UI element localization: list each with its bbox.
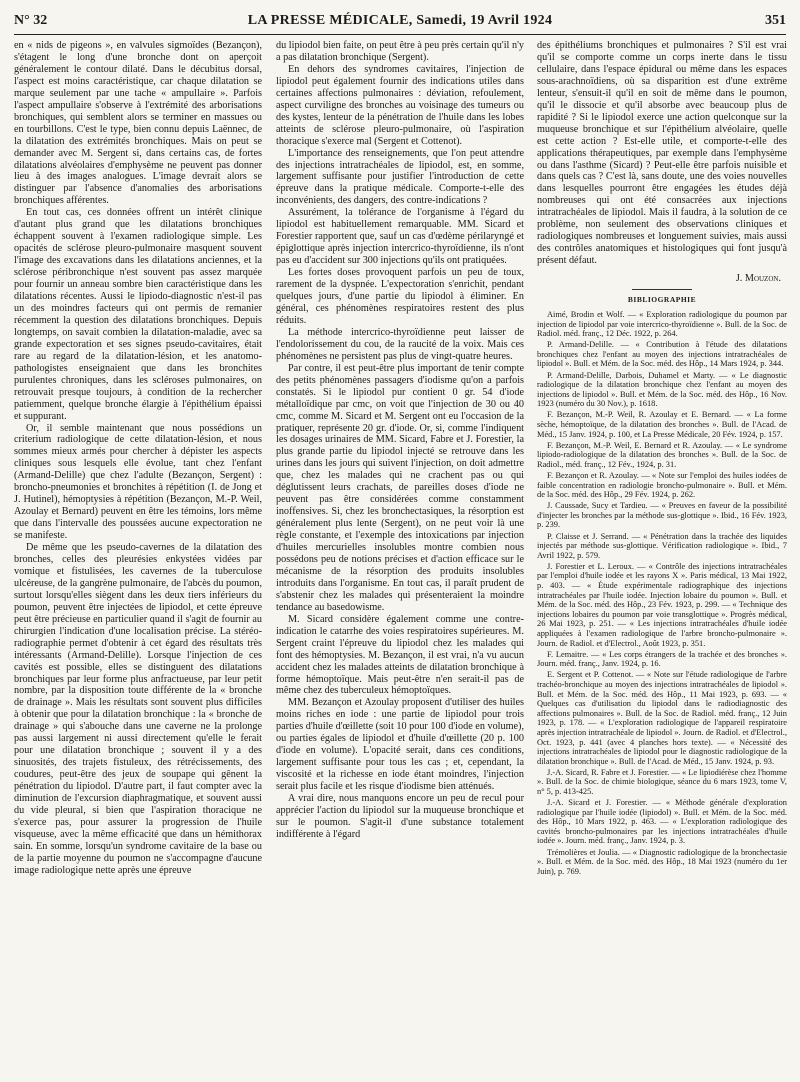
paragraph: des épithéliums bronchiques et pulmonaires ? S'il est vrai qu'il se comporte comme un corps inerte dans le tissu cellulaire, dans l'espace épidural ou même dans les espaces sous-arachnoïdiens, où sa disparition est d'une extrême lenteur, s'ensuit-il qu'il en soit de même dans le poumon, qu'il le dissocie et qu'il absorbe avec beaucoup plus de rapidité ? Si le lipiodol exerce une action quelconque sur la muqueuse bronchique et sur l'épithélium alvéolaire, quelle est cette action ? Est-elle utile, et comporte-t-elle des applications thérapeutiques, par exemple dans l'emphysème ou dans l'asthme (Sicard) ? Peut-elle être parfois nuisible et dans quels cas ? C'est là, sans doute, une des voies nouvelles dans lesquelles pourront être engagées les études déjà nombreuses qui ont été consacrées aux injections intratrachéales de lipiodol. Mais il faudra, à la solution de ce problème, non seulement des observations cliniques et radiologiques nombreuses et longuement suivies, mais aussi des contrôles anatomiques et histologiques qui font jusqu'à présent défaut. <box>537 40 787 267</box>
bibliography-entry: Aimé, Brodin et Wolf. — « Exploration radiologique du poumon par injection de lipiodol par voie intercrico-thyroïdienne ». Bull. de la Soc. de Radiol. méd. franç., 12 Déc. 1922, p. 264. <box>537 310 787 339</box>
column-2 <box>276 40 524 1076</box>
paragraph: En dehors des syndromes cavitaires, l'injection de lipiodol peut également fournir des indications utiles dans certaines affections pulmonaires : déviation, refoulement, aspect curviligne des bronches au voisinage des tumeurs ou des kystes, lenteur de la pénétration de l'huile dans les lobes atteints de sclérose pleuro-pulmonaire, où l'aspiration thoracique s'exerce mal (Sergent et Cottenot). <box>276 63 524 147</box>
bibliography-entry: J.-A. Sicard et J. Forestier. — « Méthode générale d'exploration radiologique par l'huile iodée (lipiodol) ». Bull. et Mém. de la Soc. méd. des Hôp., 10 Mars 1922, p. 463. — « L'exploration radiologique des cavités broncho-pulmonaires par les injections intratrachéales d'huile iodée ». Journ. méd. franç., Janv. 1924, p. 3. <box>537 798 787 846</box>
paragraph: Les fortes doses provoquent parfois un peu de toux, rarement de la dyspnée. L'expectoration s'enrichit, pendant quelques jours, d'une partie du lipiodol à éliminer. En général, ces phénomènes respiratoires restent des plus réduits. <box>276 267 524 326</box>
bibliography-entry: F. Bezançon, M.-P. Weil, E. Bernard et R. Azoulay. — « Le syndrome lipiodo-radiologique de la dilatation des bronches ». Bull. de la Soc. de Radiol., méd. franç., 12 Fév., 1924, p. 31. <box>537 440 787 469</box>
paragraph: A vrai dire, nous manquons encore un peu de recul pour apprécier l'action du lipiodol sur la muqueuse bronchique et sur le poumon. S'agit-il d'une substance totalement indifférente à l'égard <box>276 793 524 840</box>
paragraph: du lipiodol bien faite, on peut être à peu près certain qu'il n'y a pas dilatation bronchique (Sergent). <box>276 40 524 63</box>
paragraph: Or, il semble maintenant que nous possédions un criterium radiologique de cette dilatation-lésion, et nous sommes mieux armés pour chercher à dépister les aspects cliniques sous lesquels elle évolue, tant chez l'enfant (Armand-Delille) que chez l'adulte (Bezançon, Sergent) : broncho-pneumonies et bronchites à répétition (I. de Jong et J. Hutinel), hémoptysies à répétition (Bezançon, M.-P. Weil, Azoulay et Bernard) peuvent en être les témoins, lors même que dans l'intervalle des poussées aucune expectoration ne se manifeste. <box>14 422 262 542</box>
bibliography-entry: P. Claisse et J. Serrand. — « Pénétration dans la trachée des liquides injectés par méthode sus-glottique. Vérification radiologique ». Ibid., 7 Avril 1922, p. 579. <box>537 531 787 560</box>
bibliography-entry: Trémolières et Joulia. — « Diagnostic radiologique de la bronchectasie ». Bull. et Mém. de la Soc. méd. des Hôp., 18 Mai 1923 (numéro du 1er Juin), p. 769. <box>537 847 787 876</box>
paragraph: De même que les pseudo-cavernes de la dilatation des bronches, celles des pleurésies enkystées vidées par vomique et fistulisées, les cavernes de la tuberculose ulcéreuse, de la gangrène pulmonaire, de l'abcès du poumon, surtout lorsqu'elles siègent dans les deux tiers inférieurs du poumon, peuvent être injectées de lipiodol, et cette épreuve peut être précieuse en particulier quand il s'agit de fournir au chirurgien l'indication d'une localisation précise. La stéréo-radiographie permet d'obtenir à cet égard des résultats très intéressants (Armand-Delille). Lorsque l'injection de ces cavités est possible, elles se distinguent des dilatations bronchiques par leur forme plus anfractueuse, par leur petit nombre, par la disposition toute différente de la « bronche de drainage ». Mais les résultats sont souvent plus difficiles à obtenir que pour la dilatation bronchique : la « bronche de drainage » qui s'abouche dans une caverne ne la prolonge pas aussi largement ni aussi directement qu'elle le ferait pour une dilatation bronchique ; souvent il y a des sinuosités, des trajets fistuleux, des rétrécissements, des coudures, peut-être des jeux de soupape qui gênent la pénétration du lipiodol. D'autre part, il faut compter avec la diminution de l'excursion diaphragmatique, et souvent aussi du vide pleural, si bien que l'aspiration thoracique ne s'exerce pas, pour assurer la progression de l'huile visqueuse, avec la même efficacité que dans un hémithorax sain. En somme, lorsqu'un syndrome cavitaire de la base ou de la partie moyenne du poumon ne s'accompagne d'aucune image radiologique nette après une épreuve <box>14 542 262 876</box>
page-number: 351 <box>765 13 786 28</box>
bibliography-entry: F. Lemaitre. — « Les corps étrangers de la trachée et des bronches ». Journ. méd. franç., Janv. 1924, p. 16. <box>537 649 787 669</box>
column-3 <box>537 40 787 1076</box>
paragraph: La méthode intercrico-thyroïdienne peut laisser de l'endolorissement du cou, de la raucité de la voix. Mais ces phénomènes ne persistent pas plus de vingt-quatre heures. <box>276 326 524 362</box>
bibliography-entry: F. Bezançon et R. Azoulay. — « Note sur l'emploi des huiles iodées de faible concentration en radiologie broncho-pulmonaire ». Bull. et Mém. de la Soc. méd. des Hôp., 29 Fév. 1924, p. 262. <box>537 471 787 500</box>
paragraph: en « nids de pigeons », en valvules sigmoïdes (Bezançon), s'étagent le long d'une bronche dont on aperçoit généralement le contour dilaté. Dans le décubitus dorsal, l'aspect est moins caractéristique, car chaque dilatation se marque seulement par une tache « ampullaire ». Parfois l'aspect ampullaire s'observe à l'extrémité des arborisations bronchiques, qui semblent alors se terminer en massues ou en tourbillons. C'est le type, bien connu depuis Laënnec, de la dilatation des extrémités bronchiques. Mais on peut se demander avec M. Sergent si, dans certains cas, de fortes dilatations alvéolaires d'emphysème ne peuvent pas donner lieu à des images analogues. L'image devrait alors se distinguer par l'absence d'anomalies des arborisations bronchiques afférentes. <box>14 40 262 207</box>
column-1 <box>14 40 262 1076</box>
paragraph: Assurément, la tolérance de l'organisme à l'égard du lipiodol est habituellement remarquable. MM. Sicard et Forestier rapportent que, sauf un cas d'œdème périlaryngé et épiglottique après injection intercrico-thyroïdienne, ils n'ont pas eu d'accident sur 300 injections qu'ils ont pratiquées. <box>276 207 524 267</box>
bibliography-entry: J. Caussade, Sucy et Tardieu. — « Preuves en faveur de la possibilité d'injecter les bronches par la méthode sus-glottique ». Ibid., 16 Fév. 1923, p. 239. <box>537 501 787 530</box>
page-header <box>14 10 786 35</box>
bibliography-entry: J.-A. Sicard, R. Fabre et J. Forestier. — « Le lipiodiérèse chez l'homme ». Bull. de la Soc. de chimie biologique, séance du 6 mars 1923, tome V, n° 5, p. 413-425. <box>537 767 787 797</box>
issue-number: N° 32 <box>14 13 48 28</box>
paragraph: En tout cas, ces données offrent un intérêt clinique d'autant plus grand que les dilatations bronchiques échappent souvent à l'examen radiologique simple. Les opacités de sclérose pleuro-pulmonaire masquent souvent l'image des excavations dans les dilatations anciennes, et la sclérose péribronchique n'est souvent pas assez marquée pour fournir un anneau sombre bien caractéristique dans les dilatations récentes. Aussi le lipiodo-diagnostic n'est-il pas un des moindres facteurs qui ont permis de remanier récemment la question des dilatations bronchiques. Depuis longtemps, on savait combien la dilatation-maladie, avec sa grande expectoration et ses signes pseudo-cavitaires, était rare au regard de la dilatation-lésion, et les anatomo-pathologistes enseignaient que dans les bronchites purulentes chroniques, dans les scléroses pulmonaires, on retrouvait presque toujours, à condition de la rechercher patiemment, quelque bronche élargie à l'épithélium épaissi et suppurant. <box>14 207 262 422</box>
bibliography-entry: E. Sergent et P. Cottenot. — « Note sur l'étude radiologique de l'arbre trachéo-bronchique au moyen des injections intratrachéales de lipiodol ». Bull. et Mém. de la Soc. méd. des Hôp., 11 Mai 1923, p. 693. — « Quelques cas d'utilisation du lipiodol dans le radiodiagnostic des affections pulmonaires ». Bull. de la Soc. de Radiol. méd. franç., 12 Juin 1923, p. 178. — « L'exploration radiologique de l'appareil respiratoire après injection intratrachéale de lipiodol ». Journ. de Radiol. et d'Electrol., Oct. 1923, p. 441 (avec 4 planches hors texte). — « Nécessité des injections intratrachéales de lipiodol pour le diagnostic radiologique de la dilatation bronchique ». Bull. de l'Acad. de Méd., 15 Janv. 1924, p. 93. <box>537 670 787 766</box>
paragraph: MM. Bezançon et Azoulay proposent d'utiliser des huiles moins riches en iode : une partie de lipiodol pour trois parties d'huile d'œillette (soit 10 pour 100 d'iode en volume), ou parties égales de lipiodol et d'huile d'œillette (20 p. 100 d'iode en volume). L'opacité serait, dans ces conditions, largement suffisante pour tous les cas ; et, cependant, la viscosité et la richesse en iode étant moindres, l'injection serait plus facile et les risque d'iodisme bien atténués. <box>276 697 524 793</box>
paragraph: M. Sicard considère également comme une contre-indication le catarrhe des voies respiratoires supérieures. M. Sergent craint l'épreuve du lipiodol chez les malades qui font des hémoptysies. M. Bezançon, il est vrai, n'a vu aucun accident chez les malades atteints de dilatation bronchique à forme hémoptoïque. Mais peut-être n'en serait-il pas de même chez des tuberculeux hémoptoïques. <box>276 613 524 697</box>
bibliography-list <box>537 310 787 876</box>
bibliography-entry: P. Armand-Delille, Darbois, Duhamel et Marty. — « Le diagnostic radiologique de la dilatation bronchique chez l'enfant au moyen des injections de lipiodol ». Bull. et Mém. de la Soc. méd. des Hôp., 16 Nov. 1923 (numéro du 30 Nov.), p. 1618. <box>537 370 787 409</box>
bibliography-entry: F. Bezançon, M.-P. Weil, R. Azoulay et E. Bernard. — « La forme sèche, hémoptoïque, de la dilatation des bronches ». Bull. de l'Acad. de Méd., 15 Janv. 1924, p. 100, et La Presse Médicale, 20 Fév. 1924, p. 157. <box>537 410 787 439</box>
paragraph: Par contre, il est peut-être plus important de tenir compte des petits phénomènes passagers d'iodisme qu'on a parfois constatés. Si le lipiodol pur contient 0 gr. 54 d'iode métalloïdique par cmc, on voit que l'injection de 30 ou 40 cmc, comme M. Sicard et M. Sergent ont eu l'occasion de la pratiquer, représente 20 gr. d'iode. Or, si, comme l'indiquent les dosages urinaires de MM. Sicard, Fabre et J. Forestier, la plus grande partie du lipiodol injecté se retrouve dans les urines dans les jours qui suivent l'injection, on doit admettre que, chez les malades qui ne crachent pas ou qui déglutissent leurs crachats, de pareilles doses d'iode ne peuvent pas être considérées comme constamment inoffensives. Si, chez les bronchectasiques, la résorption est généralement plus lente (Sergent), on ne peut voir là une règle constante, et l'exemple des intoxications par injection d'huiles mercurielles insolubles montre combien nous possédons peu de notions précises et d'action efficace sur le mécanisme de la résorption des produits insolubles introduits dans l'organisme. En tout cas, il paraît prudent de s'abstenir chez les malades qui présenteraient la moindre tendance au basedowisme. <box>276 362 524 613</box>
divider <box>632 289 692 290</box>
journal-title: LA PRESSE MÉDICALE, Samedi, 19 Avril 1924 <box>247 13 553 28</box>
bibliography-heading: BIBLIOGRAPHIE <box>627 295 697 305</box>
bibliography-entry: J. Forestier et L. Leroux. — « Contrôle des injections intratrachéales par l'emploi d'huile iodée et les rayons X ». Paris médical, 13 Mai 1922, p. 403. — « Étude expérimentale radiographique des injections intratrachéales par l'huile iodée. Injection lobaire du poumon ». Bull. et Mém. de la Soc. méd. des Hôp., 23 Fév. 1923, p. 299. — « Technique des injections lobaires du poumon par voie transglottique ». Progrès médical, 26 Mai 1923, p. 251. — « Les injections intratrachéales d'huile iodée appliquées à l'examen radiologique de l'arbre broncho-pulmonaire ». Journ. de Radiol. et d'Electrol., Août 1923, p. 351. <box>537 561 787 648</box>
author-signature: J. Mouzon. <box>735 273 781 285</box>
paragraph: L'importance des renseignements, que l'on peut attendre des injections intratrachéales de lipiodol, est, en somme, largement suffisante pour justifier l'introduction de cette épreuve dans la pratique médicale. Comporte-t-elle des inconvénients, des dangers, des contre-indications ? <box>276 147 524 207</box>
bibliography-entry: P. Armand-Delille. — « Contribution à l'étude des dilatations bronchiques chez l'enfant au moyen des injections intratrachéales de lipiodol ». Bull. et Mém. de la Soc. méd. des Hôp., 14 Mars 1924, p. 344. <box>537 340 787 369</box>
